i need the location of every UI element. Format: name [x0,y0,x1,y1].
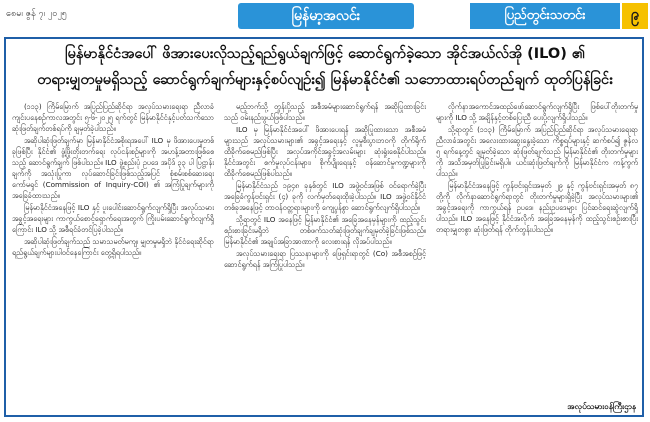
paragraph: လိုက်နာအကောင်အထည်ဖော်ဆောင်ရွက်လျက်ရှိပြီး ဖြစ်ပေါ်တိုးတက်မှုများကို ILO သို့ အချိန်နှင့်တစ်ပြေးညီ ပေးပို့လျက်ရှိပါသည်။ [436,102,638,122]
article-byline: အလုပ်သမားဝန်ကြီးဌာန [567,402,636,411]
article-headline [8,44,642,90]
paragraph: မြန်မာနိုင်ငံသည် ၁၉၄၈ ခုနှစ်တွင် ILO အဖွဲ့ဝင်အဖြစ် ဝင်ရောက်ခဲ့ပြီး အခြေခံကွန်ဗင်းရှင်း (၄) ခုကို လက်မှတ်ရေးထိုးခဲ့ပါသည်။ ILO အဖွဲ့ဝင်နိုင်ငံတစ်ခုအနေဖြင့် တာဝန်ဝတ္တရားများကို ကျေပွန်စွာ ဆောင်ရွက်လျက်ရှိပါသည်။ [224,181,426,212]
paragraph: မြန်မာနိုင်ငံအနေဖြင့် ILO နှင့် ပူးပေါင်းဆောင်ရွက်လျက်ရှိပြီး အလုပ်သမားအခွင့်အရေးများ ကာကွယ်စောင့်ရှောက်ရေးအတွက် ကြိုးပမ်းဆောင်ရွက်လျက်ရှိကြောင်း ILO သို့ အစီရင်ခံတင်ပြခဲ့ပါသည်။ [12,203,214,234]
column-2 [224,101,426,414]
column-3 [436,101,638,414]
paragraph: အလုပ်သမားရေးရာ ပြဿနာများကို ဖြေရှင်းရာတွင် (Co) အစီအစဉ်ဖြင့် ဆောင်ရွက်ရန် အကြံပြုပါသည်။ [224,249,426,269]
paragraph: ILO မှ မြန်မာနိုင်ငံအပေါ် ဖိအားပေးရန် အဆိုပြုထားသော အစီအမံများသည် အလုပ်သမားများ၏ အခွင့်အရေးနှင့် လူမှုစီးပွားဘဝကို တိုက်ရိုက်ထိခိုက်စေမည်ဖြစ်ပြီး အလုပ်အကိုင်အခွင့်အလမ်းများ ဆုံးရှုံးစေနိုင်ပါသည်။ နိုင်ငံအတွင်း စက်မှုလုပ်ငန်းများ၊ စိုက်ပျိုးရေးနှင့် ဝန်ဆောင်မှုကဏ္ဍများကို ထိခိုက်စေမည်ဖြစ်ပါသည်။ [224,125,426,178]
section-label: ပြည်တွင်းသတင်း [470,3,620,29]
paragraph: မည့်ဘက်သို့ တွန်းပို့သည့် အစီအမံများဆောင်ရွက်ရန် အဆိုပြုထားခြင်းသည် ဝမ်းနည်းဖွယ်ဖြစ်ပါသည်။ [224,102,426,122]
page-number: ၉ [622,3,648,29]
headline-line-2: တရားမျှတမှုမရှိသည့် ဆောင်ရွက်ချက်များနှင့်စပ်လျဉ်း၍ မြန်မာနိုင်ငံ၏ သဘောထားရပ်တည်ချက် ထုတ်ပြန်ခြင်း [37,72,613,88]
paragraph: အဆိုပါဆုံးဖြတ်ချက်မှာ မြန်မာနိုင်ငံအစိုးရအပေါ် ILO မှ ဖိအားပေးမှုတစ်ခုဖြစ်ပြီး နိုင်ငံ၏ ဖွံ့ဖြိုးတိုးတက်ရေး လုပ်ငန်းစဉ်များကို အဟန့်အတားဖြစ်စေသည့် ဆောင်ရွက်ချက် ဖြစ်ပါသည်။ ILO ဖွဲ့စည်းပုံ ဥပဒေ အပိုဒ် ၃၃ ပါ ပြဋ္ဌာန်းချက်ကို အသုံးပြုကာ လုပ်ဆောင်ခြင်းဖြစ်သည့်အပြင် စုံစမ်းစစ်ဆေးရေးကော်မရှင် (Commission of Inquiry-COI) ၏ အကြံပြုချက်များကို အခြေခံထားသည်။ [12,136,214,200]
paragraph: အဆိုပါဆုံးဖြတ်ချက်သည် သမာသမတ်မကျ၊ မျှတမှုမရှိဘဲ နိုင်ငံရေးဆိုင်ရာ ရည်ရွယ်ချက်များပါဝင်နေကြောင်း တွေ့ရှိရပါသည်။ [12,237,214,257]
headline-line-1: မြန်မာနိုင်ငံအပေါ် ဖိအားပေးလိုသည့်ရည်ရွယ်ချက်ဖြင့် ဆောင်ရွက်ခဲ့သော အိုင်အယ်လ်အို (ILO) ၏ [65,46,585,62]
column-1 [12,101,214,414]
newspaper-masthead: မြန်မာ့အလင်း [238,3,414,29]
paragraph: သို့ရာတွင် ILO အနေဖြင့် မြန်မာနိုင်ငံ၏ အခြေအနေမှန်များကို ထည့်သွင်းစဉ်းစားခြင်းမရှိဘဲ တစ်ဖက်သတ်ဆုံးဖြတ်ချက်ချမှတ်ခဲ့ခြင်းဖြစ်သည်။ မြန်မာနိုင်ငံ၏ အချုပ်အခြာအာဏာကို လေးစားရန် လိုအပ်ပါသည်။ [224,215,426,246]
page-header [0,0,650,34]
paragraph: သို့ရာတွင် (၁၁၃) ကြိမ်မြောက် အပြည်ပြည်ဆိုင်ရာ အလုပ်သမားရေးရာ ညီလာခံအတွင်း အလေးထားဆွေးနွေးခဲ့သော ကိစ္စရပ်များနှင့် ဆက်စပ်၍ ဇွန်လ ၅ ရက်နေ့တွင် ချမှတ်ခဲ့သော ဆုံးဖြတ်ချက်သည် မြန်မာနိုင်ငံ၏ တိုးတက်မှုများကို အသိအမှတ်ပြုခြင်းမရှိပါ။ ယင်းဆုံးဖြတ်ချက်ကို မြန်မာနိုင်ငံက ကန့်ကွက်ပါသည်။ [436,125,638,178]
article-body [12,101,638,414]
paragraph: မြန်မာနိုင်ငံအနေဖြင့် ကွန်ဗင်းရှင်းအမှတ် ၂၉ နှင့် ကွန်ဗင်းရှင်းအမှတ် ၈၇ တို့ကို လိုက်နာဆောင်ရွက်ရာတွင် တိုးတက်မှုများရှိခဲ့ပြီး အလုပ်သမားများ၏ အခွင့်အရေးကို ကာကွယ်ရန် ဥပဒေ၊ နည်းဥပဒေများ ပြင်ဆင်ရေးဆွဲလျက်ရှိပါသည်။ ILO အနေဖြင့် နိုင်ငံအလိုက် အခြေအနေမှန်ကို ထည့်သွင်းစဉ်းစားပြီး တရားမျှတစွာ ဆုံးဖြတ်ရန် တိုက်တွန်းပါသည်။ [436,181,638,234]
issue-date: ၈ေမ၊ ဇွန် ၇၊ ၂၀၂၅ [6,9,67,19]
paragraph: (၁၁၃) ကြိမ်မြောက် အပြည်ပြည်ဆိုင်ရာ အလုပ်သမားရေးရာ ညီလာခံကျင်းပနေစဉ်ကာလအတွင်း ၅-၆-၂၀၂၅ ရက်တွင် မြန်မာနိုင်ငံနှင့်ပတ်သက်သော ဆုံးဖြတ်ချက်တစ်ရပ်ကို ချမှတ်ခဲ့ပါသည်။ [12,102,214,133]
